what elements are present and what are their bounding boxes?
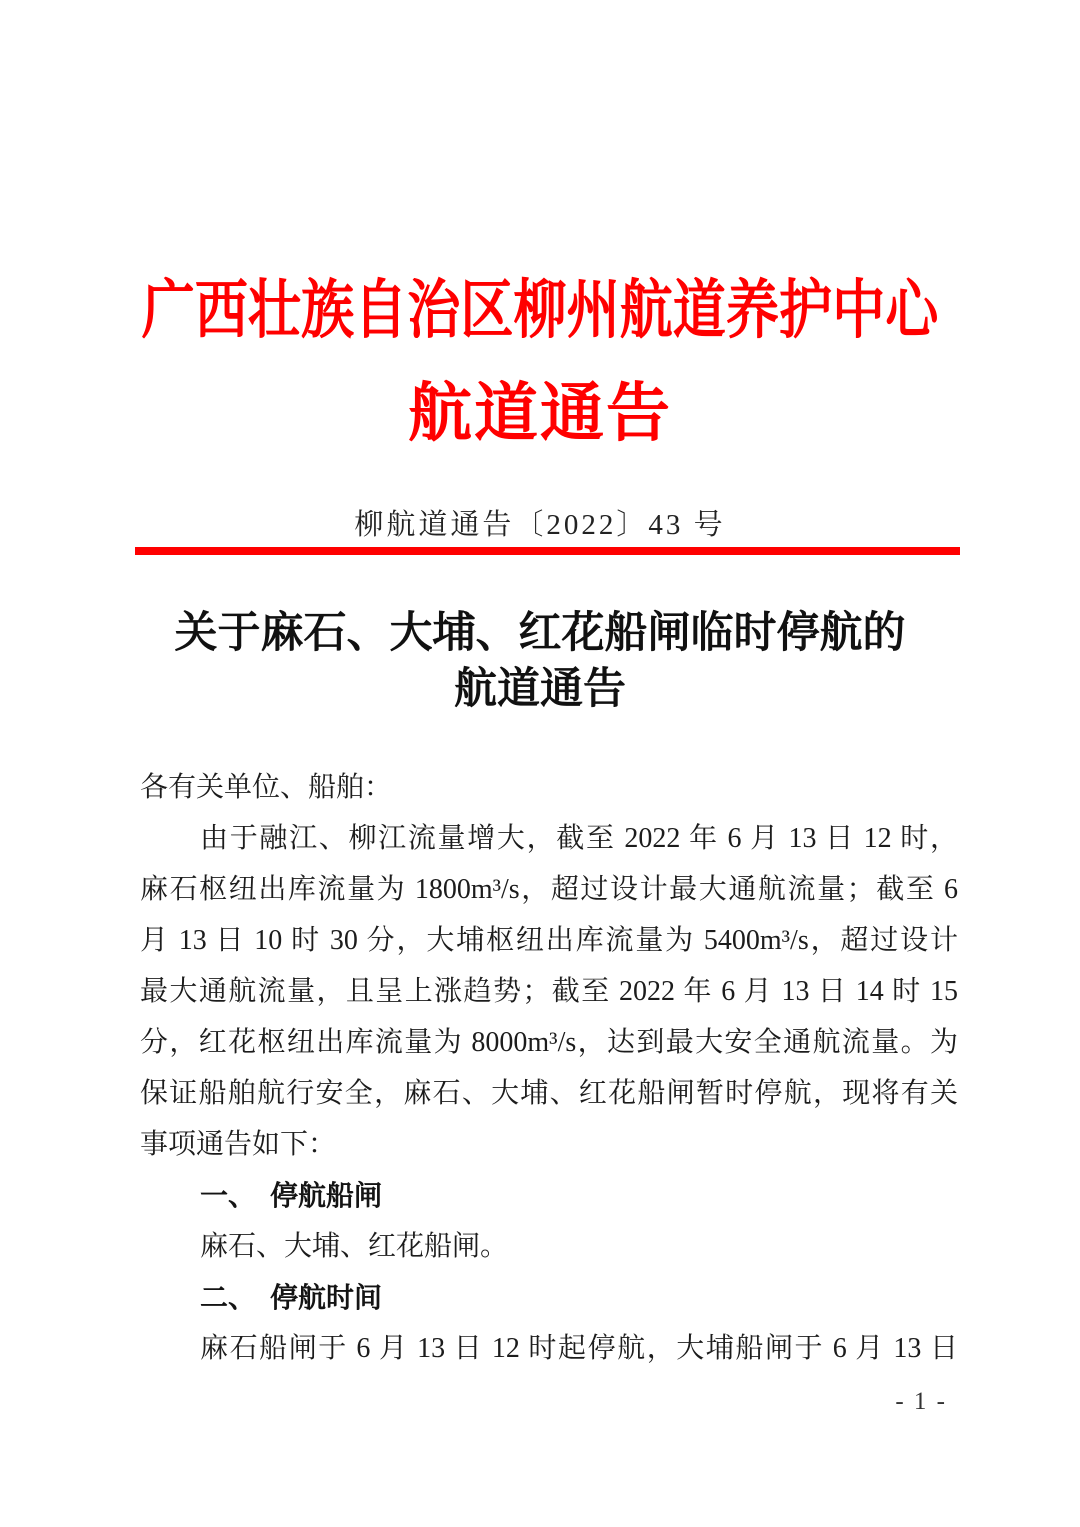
notice-title-line2: 航道通告 — [454, 666, 626, 713]
body-line: 事项通告如下： — [140, 1129, 337, 1160]
body-line: 麻石船闸于 6 月 13 日 12 时起停航，大埔船闸于 6 月 13 日 — [200, 1333, 958, 1364]
org-title-line1: 广西壮族自治区柳州航道养护中心 — [141, 275, 939, 346]
body-line: 保证船舶航行安全，麻石、大埔、红花船闸暂时停航，现将有关 — [140, 1078, 958, 1109]
body-line: 麻石枢纽出库流量为 1800m³/s，超过设计最大通航流量；截至 6 — [140, 874, 958, 905]
body-line: 由于融江、柳江流量增大，截至 2022 年 6 月 13 日 12 时， — [200, 823, 958, 854]
body-line: 分，红花枢纽出库流量为 8000m³/s，达到最大安全通航流量。为 — [140, 1027, 958, 1058]
notice-body — [140, 762, 958, 1374]
body-line: 月 13 日 10 时 30 分，大埔枢纽出库流量为 5400m³/s，超过设计 — [140, 925, 958, 956]
doc-number: 柳航道通告〔2022〕43 号 — [354, 509, 726, 541]
page-number: - 1 - — [895, 1388, 947, 1415]
notice-title — [0, 606, 1080, 718]
section-heading: 二、 停航时间 — [200, 1282, 383, 1313]
section-heading: 一、 停航船闸 — [200, 1180, 383, 1211]
body-line: 麻石、大埔、红花船闸。 — [200, 1231, 509, 1262]
org-title-line2: 航道通告 — [408, 378, 672, 449]
body-line: 最大通航流量，且呈上涨趋势；截至 2022 年 6 月 13 日 14 时 15 — [140, 976, 958, 1007]
red-divider-line — [135, 547, 960, 555]
document-header-title — [0, 259, 1080, 465]
body-line: 各有关单位、船舶： — [140, 772, 393, 803]
notice-title-line1: 关于麻石、大埔、红花船闸临时停航的 — [174, 610, 906, 657]
